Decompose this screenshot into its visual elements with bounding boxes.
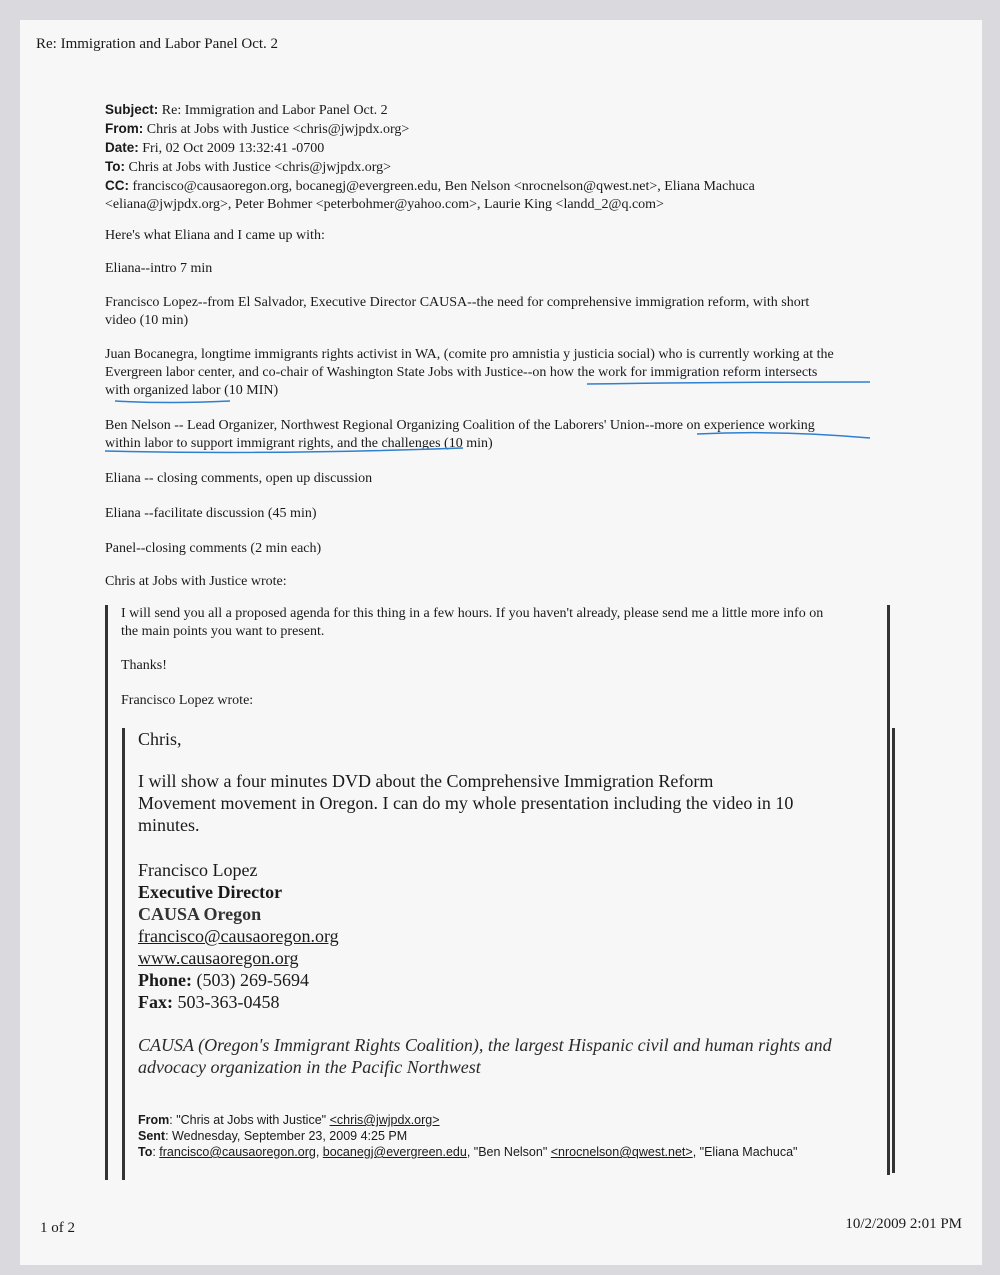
meta-date-row: Date: Fri, 02 Oct 2009 13:32:41 -0700 — [105, 140, 325, 156]
quote2-greeting: Chris, — [138, 729, 182, 749]
quote1-thanks: Thanks! — [121, 658, 167, 673]
page-number: 1 of 2 — [40, 1220, 75, 1236]
quote1-paragraph: I will send you all a proposed agenda for this thing in a few hours. If you haven't already, please send me a little more info on the main points you want to present. — [121, 606, 824, 639]
signature-website-link[interactable]: www.causaoregon.org — [138, 948, 299, 968]
signature-tagline: CAUSA (Oregon's Immigrant Rights Coalition), the largest Hispanic civil and human rights and advocacy organization in the Pacific Northwest — [138, 1035, 832, 1077]
meta-from-row: From: Chris at Jobs with Justice <chris@jwjpdx.org> — [105, 121, 410, 137]
quote-bar-left — [105, 605, 108, 1180]
quote2-bar-left — [122, 728, 125, 1180]
document-page — [20, 20, 982, 1265]
quote-attribution-francisco: Francisco Lopez wrote: — [121, 693, 254, 708]
signature-block: Francisco Lopez Executive Director CAUSA Oregon francisco@causaoregon.org www.causaoregon.org Phone: (503) 269-5694 Fax: 503-363-0458 — [138, 860, 339, 1012]
print-timestamp: 10/2/2009 2:01 PM — [845, 1216, 962, 1232]
quote-attribution-chris: Chris at Jobs with Justice wrote: — [105, 574, 287, 589]
agenda-item-4: Ben Nelson -- Lead Organizer, Northwest Regional Organizing Coalition of the Laborers' Union--more on experience working within labor to support immigrant rights, and the challenges (10 min) — [105, 418, 815, 451]
meta-cc-row-2: <eliana@jwjpdx.org>, Peter Bohmer <peterbohmer@yahoo.com>, Laurie King <landd_2@q.com> — [105, 197, 664, 212]
quote-bar-right — [887, 605, 890, 1175]
agenda-item-1: Eliana--intro 7 min — [105, 261, 213, 276]
original-message-header: From: "Chris at Jobs with Justice" <chris@jwjpdx.org> Sent: Wednesday, September 23, 2009 4:25 PM To: francisco@causaoregon.org, bocanegj@evergreen.edu, "Ben Nelson" <nrocnelson@qwest.net>, "Eliana Machuca" — [138, 1113, 798, 1159]
agenda-item-6: Eliana --facilitate discussion (45 min) — [105, 506, 317, 521]
agenda-item-7: Panel--closing comments (2 min each) — [105, 541, 322, 556]
page-header-title: Re: Immigration and Labor Panel Oct. 2 — [36, 36, 279, 52]
agenda-item-3: Juan Bocanegra, longtime immigrants rights activist in WA, (comite pro amnistia y justicia social) who is currently working at the Evergreen labor center, and co-chair of Washington State Jobs with Justice--on how the work for immigration reform intersects with organized labor (10 MIN) — [105, 347, 834, 398]
quoted-message-francisco — [122, 728, 862, 1180]
signature-email-link[interactable]: francisco@causaoregon.org — [138, 926, 339, 946]
meta-to-row: To: Chris at Jobs with Justice <chris@jwjpdx.org> — [105, 159, 392, 175]
quoted-message-chris — [105, 605, 890, 1190]
meta-subject-row: Subject: Re: Immigration and Labor Panel Oct. 2 — [105, 102, 388, 118]
agenda-item-2: Francisco Lopez--from El Salvador, Executive Director CAUSA--the need for comprehensive immigration reform, with short video (10 min) — [105, 295, 810, 328]
quote2-paragraph: I will show a four minutes DVD about the Comprehensive Immigration Reform Movement movement in Oregon. I can do my whole presentation including the video in 10 minutes. — [138, 771, 794, 835]
body-intro: Here's what Eliana and I came up with: — [105, 228, 325, 243]
meta-cc-row: CC: francisco@causaoregon.org, bocanegj@evergreen.edu, Ben Nelson <nrocnelson@qwest.net>, Eliana Machuca — [105, 178, 755, 194]
quote2-bar-right — [892, 728, 895, 1173]
agenda-item-5: Eliana -- closing comments, open up discussion — [105, 471, 373, 486]
